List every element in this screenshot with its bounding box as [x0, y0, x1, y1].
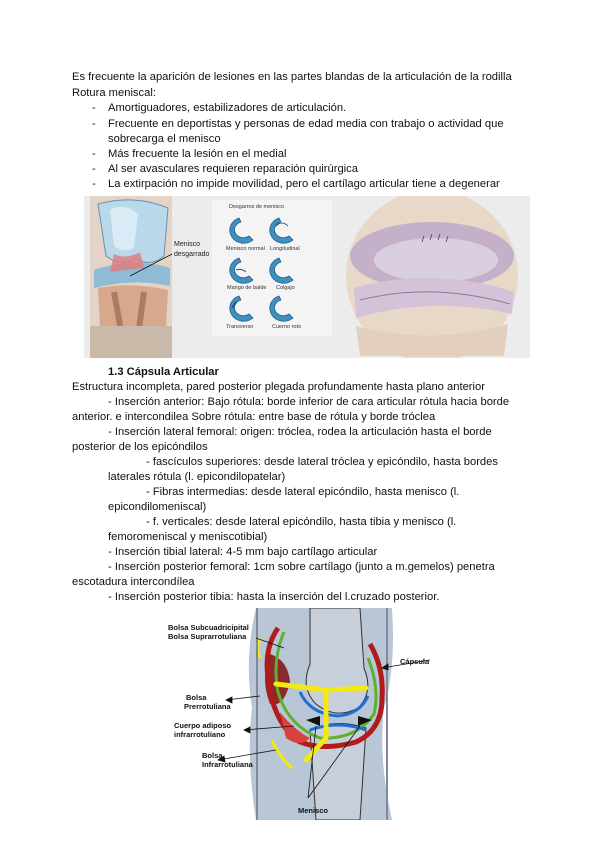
- tear-label: Longitudinal: [270, 246, 300, 252]
- list-item: Frecuente en deportistas y personas de edad media con trabajo o actividad que: [108, 118, 504, 130]
- label-cuerpo-adiposo: infrarrotuliano: [174, 730, 226, 739]
- paragraph-line: - Fibras intermedias: desde lateral epicóndilo, hasta menisco (l.: [146, 486, 460, 498]
- knee-illustration: [90, 196, 172, 358]
- label-cuerpo-adiposo: Cuerpo adiposo: [174, 721, 232, 730]
- tear-label: Mango de balde: [227, 285, 267, 291]
- label-bolsa-prerrotuliana: Bolsa: [186, 693, 207, 702]
- knee-sagittal-illustration: [249, 608, 393, 820]
- list-item: Amortiguadores, estabilizadores de articulación.: [108, 102, 347, 114]
- tear-label: Cuerno roto: [272, 324, 302, 330]
- tear-label: Menisco normal: [226, 246, 265, 252]
- paragraph-line: anterior. e intercondilea Sobre rótula: entre base de rótula y borde tróclea: [72, 411, 436, 423]
- meniscus-tear-figure: [84, 196, 530, 358]
- label-bolsa-subcuadricipital: Bolsa Subcuadricipital: [168, 623, 249, 632]
- label-bolsa-infrarrotuliana: Bolsa: [202, 751, 223, 760]
- bullet-dash: -: [92, 102, 96, 114]
- paragraph-line: escotadura intercondílea: [72, 576, 195, 588]
- paragraph-line: - Inserción posterior femoral: 1cm sobre cartílago (junto a m.gemelos) penetra: [108, 561, 495, 573]
- rotura-meniscal-heading: Rotura meniscal:: [72, 87, 156, 99]
- bullet-dash: -: [92, 148, 96, 160]
- bullet-dash: -: [92, 118, 96, 130]
- paragraph-line: - Inserción lateral femoral: origen: tróclea, rodea la articulación hasta el borde: [108, 426, 492, 438]
- intro-text: Es frecuente la aparición de lesiones en las partes blandas de la articulación de la rodilla: [72, 71, 512, 83]
- tear-label: Colgajo: [276, 285, 295, 291]
- paragraph-line: epicondilomeniscal): [108, 501, 207, 513]
- list-item: Más frecuente la lesión en el medial: [108, 148, 287, 160]
- bullet-dash: -: [92, 178, 96, 190]
- paragraph-line: Estructura incompleta, pared posterior plegada profundamente hasta plano anterior: [72, 381, 485, 393]
- bullet-dash: -: [92, 163, 96, 175]
- paragraph-line: femoromeniscal y meniscotibial): [108, 531, 268, 543]
- label-capsula: Cápsula: [400, 657, 430, 666]
- knee-label: Menisco: [174, 241, 201, 248]
- paragraph-line: - Inserción posterior tibia: hasta la inserción del l.cruzado posterior.: [108, 591, 440, 603]
- list-item-continuation: sobrecarga el menisco: [108, 133, 221, 145]
- section-heading: 1.3 Cápsula Articular: [108, 366, 219, 378]
- label-bolsa-prerrotuliana: Prerrotuliana: [184, 702, 231, 711]
- list-item: Al ser avasculares requieren reparación quirúrgica: [108, 163, 358, 175]
- list-item: La extirpación no impide movilidad, pero el cartílago articular tiene a degenerar: [108, 178, 500, 190]
- paragraph-line: laterales rótula (l. epicondilopatelar): [108, 471, 286, 483]
- label-menisco: Menisco: [298, 806, 329, 815]
- panel-title: Desgarros de menisco: [229, 204, 285, 210]
- paragraph-line: - f. verticales: desde lateral epicóndilo, hasta tibia y menisco (l.: [146, 516, 457, 528]
- tear-types-panel: [212, 200, 332, 336]
- paragraph-line: - Inserción anterior: Bajo rótula: borde inferior de cara articular rótula hacia borde: [108, 396, 510, 408]
- label-bolsa-infrarrotuliana: Infrarrotuliana: [202, 760, 253, 769]
- knee-label: desgarrado: [174, 251, 210, 258]
- paragraph-line: posterior de los epicóndilos: [72, 441, 208, 453]
- meniscus-closeup-illustration: [346, 196, 518, 358]
- paragraph-line: - Inserción tibial lateral: 4-5 mm bajo cartílago articular: [108, 546, 378, 558]
- paragraph-line: - fascículos superiores: desde lateral tróclea y epicóndilo, hasta bordes: [146, 456, 498, 468]
- tear-label: Transverso: [226, 324, 254, 330]
- knee-capsule-figure: [160, 608, 440, 820]
- label-bolsa-suprarrotuliana: Bolsa Suprarrotuliana: [168, 632, 247, 641]
